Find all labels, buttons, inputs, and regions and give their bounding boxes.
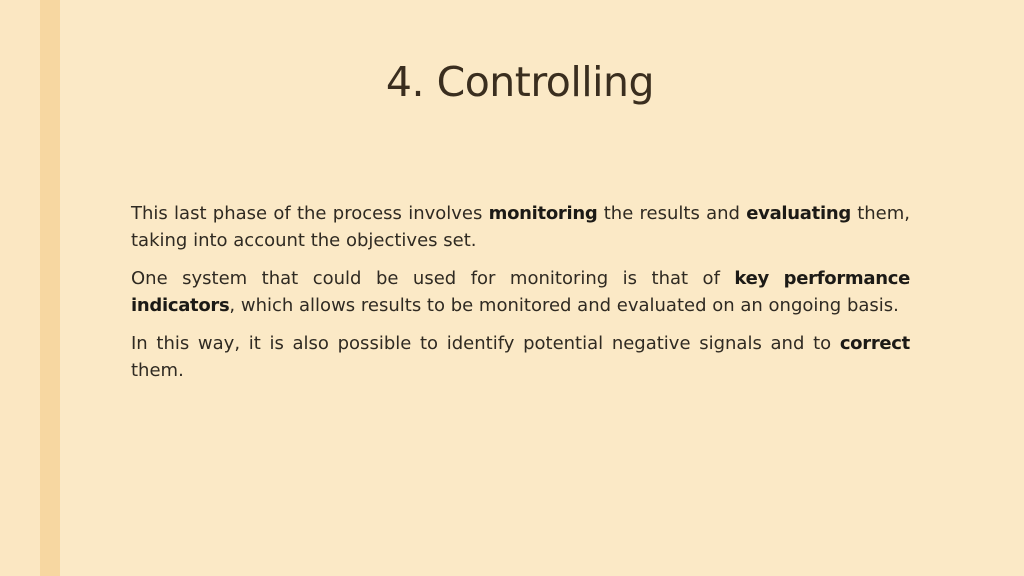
slide-body: [131, 200, 910, 395]
paragraph-text: them.: [131, 360, 184, 381]
paragraph-text: the results and: [597, 203, 747, 224]
paragraph-text: In this way, it is also possible to identify potential negative signals and to: [131, 333, 840, 354]
paragraph-correct: [131, 330, 910, 384]
paragraph-text: One system that could be used for monitoring is that of: [131, 268, 735, 289]
paragraph-kpi: [131, 265, 910, 319]
keyword-correct: correct: [839, 333, 910, 354]
paragraph-text: This last phase of the process involves: [131, 203, 489, 224]
paragraph-text: , which allows results to be monitored and evaluated on an ongoing basis.: [229, 295, 899, 316]
slide-title: 4. Controlling: [385, 58, 655, 106]
paragraph-monitoring: [131, 200, 910, 254]
keyword-key-performance-indicators: key performance indicators: [131, 268, 910, 316]
paragraph-text: them, taking into account the objectives set.: [131, 203, 910, 251]
keyword-monitoring: monitoring: [488, 203, 598, 224]
keyword-evaluating: evaluating: [746, 203, 851, 224]
